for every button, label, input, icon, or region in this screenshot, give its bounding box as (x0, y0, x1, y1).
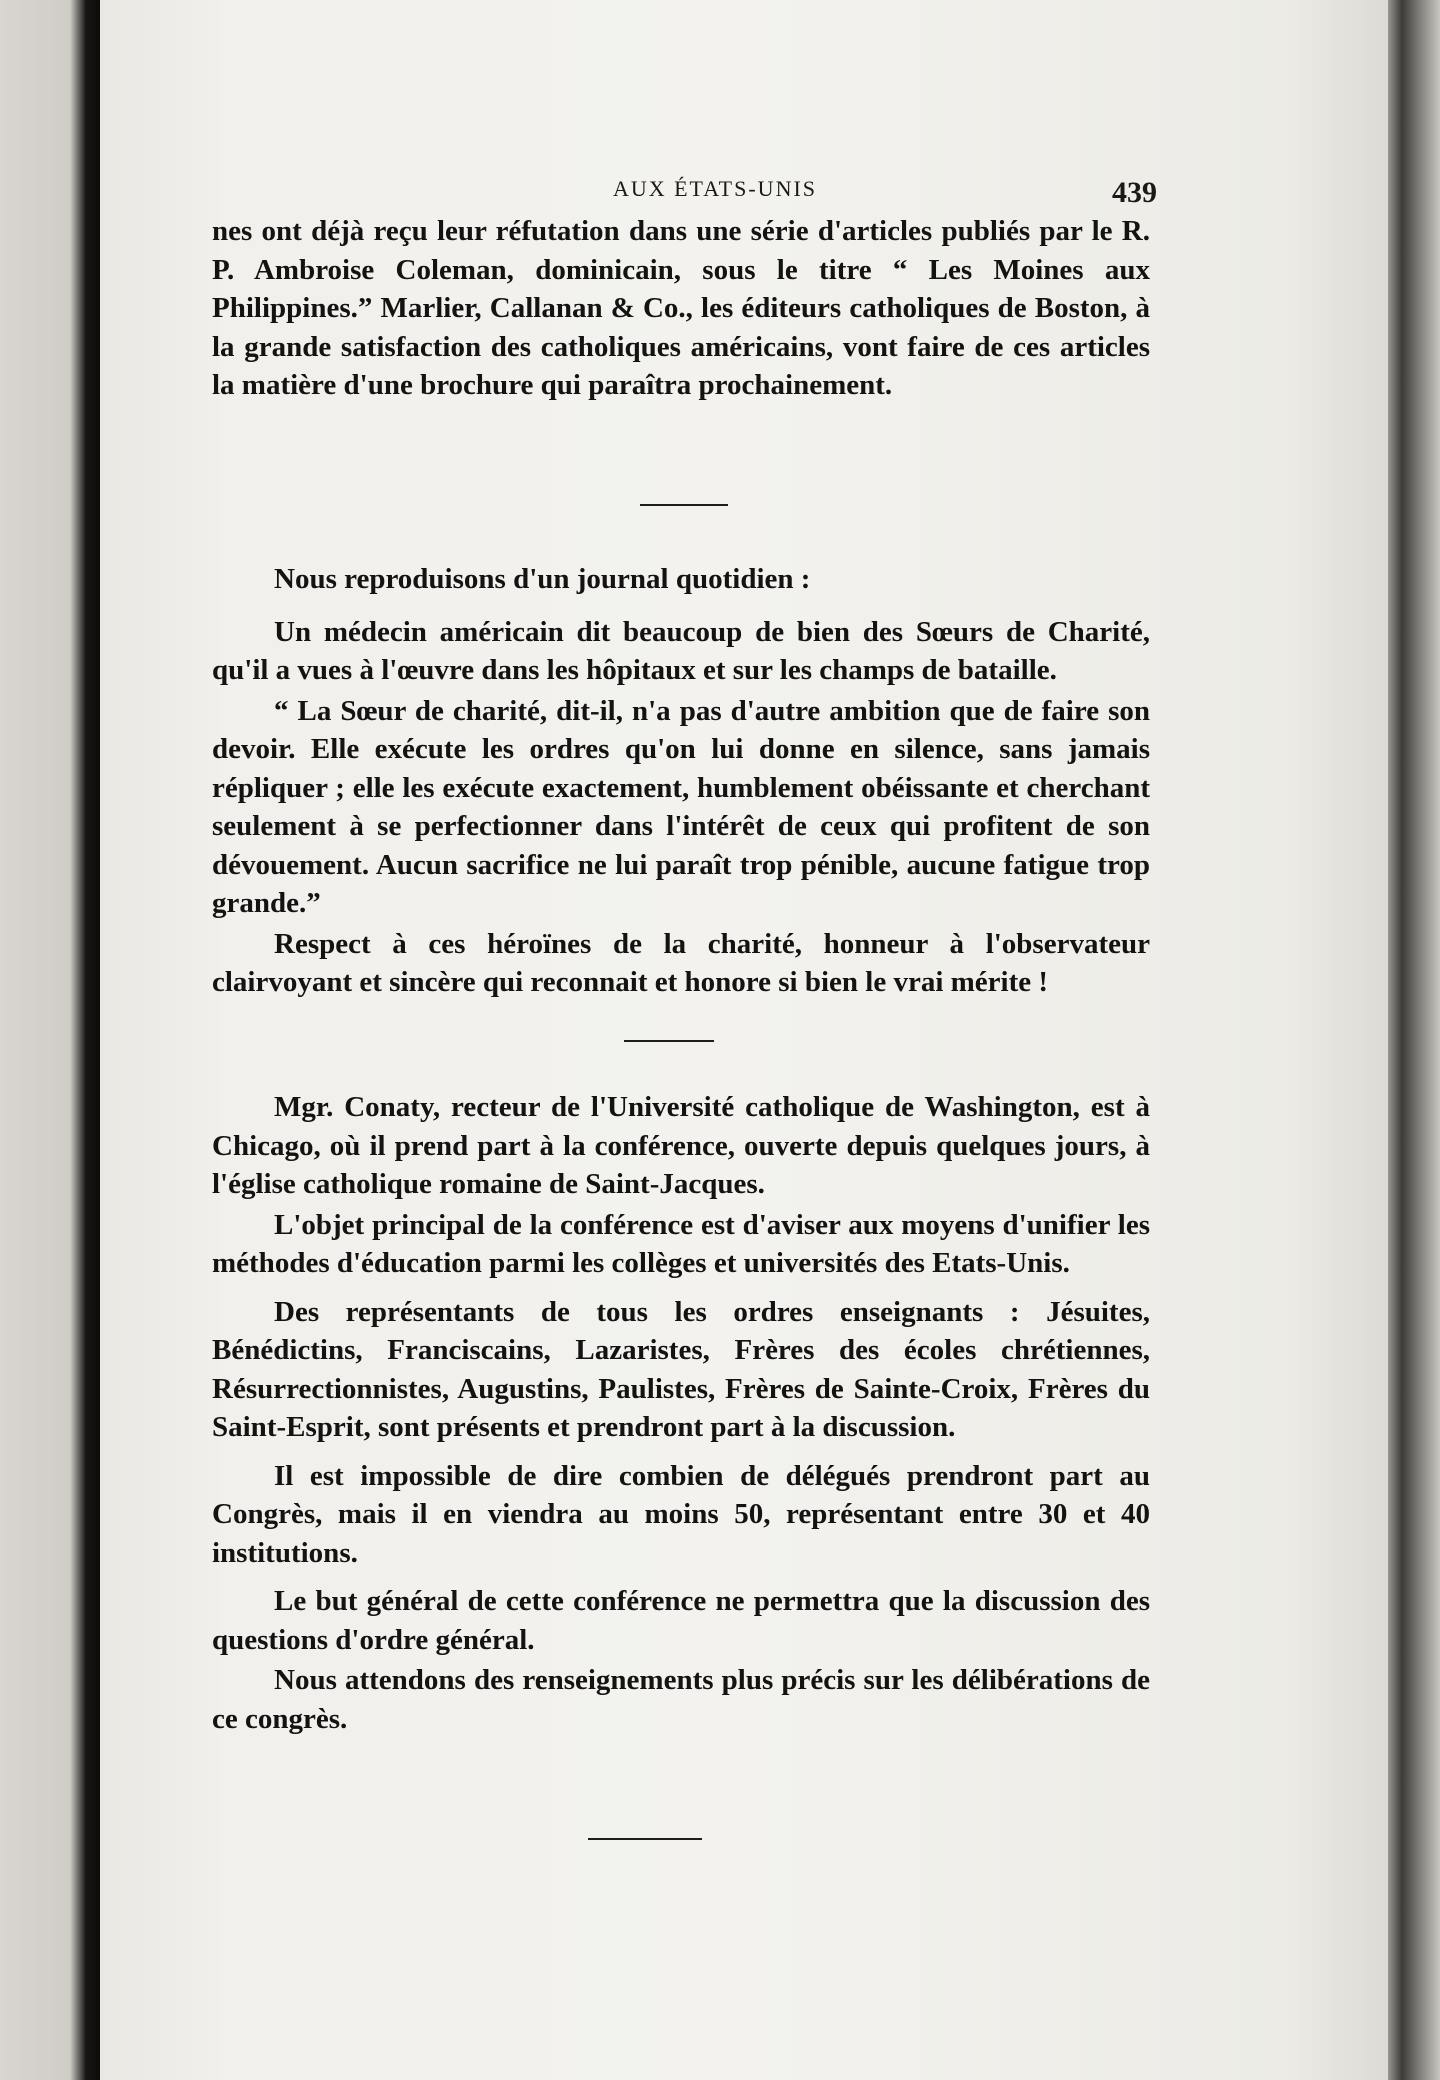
section-divider (624, 1040, 714, 1042)
running-title-text: AUX ÉTATS-UNIS (612, 176, 818, 201)
paragraph: Mgr. Conaty, recteur de l'Université catholique de Washington, est à Chicago, où il prend part à la conférence, ouverte depuis quelques jours, à l'église catholique romaine de Saint-Jacques. (212, 1091, 1150, 1200)
page-number: 439 (1112, 176, 1157, 209)
paragraph: Un médecin américain dit beaucoup de bien des Sœurs de Charité, qu'il a vues à l'œuvre dans les hôpitaux et sur les champs de bataille. (212, 615, 1150, 686)
facing-page-gutter (0, 0, 100, 2080)
running-title (0, 176, 1440, 202)
paragraph: L'objet principal de la conférence est d'aviser aux moyens d'unifier les méthodes d'éducation parmi les collèges et universités des Etats-Unis. (212, 1208, 1150, 1279)
text-block-2 (212, 560, 1150, 1002)
section-divider (640, 504, 728, 506)
paragraph: Respect à ces héroïnes de la charité, honneur à l'observateur clairvoyant et sincère qui reconnait et honore si bien le vrai mérite ! (212, 927, 1150, 998)
paragraph: Il est impossible de dire combien de délégués prendront part au Congrès, mais il en viendra au moins 50, représentant entre 30 et 40 institutions. (212, 1459, 1150, 1569)
paragraph: Des représentants de tous les ordres enseignants : Jésuites, Bénédictins, Franciscains, Lazaristes, Frères des écoles chrétiennes, Résurrectionnistes, Augustins, Paulistes, Frères de Sainte-Croix, Frères du Saint-Esprit, sont présents et prendront part à la discussion. (212, 1295, 1150, 1443)
paragraph: Nous reproduisons d'un journal quotidien : (274, 563, 811, 595)
paragraph: nes ont déjà reçu leur réfutation dans une série d'articles publiés par le R. P. Ambroise Coleman, dominicain, sous le titre “ Les Moines aux Philippines.” Marlier, Callanan & Co., les éditeurs catholiques de Boston, à la grande satisfaction des catholiques américains, vont faire de ces articles la matière d'une brochure qui paraîtra prochainement. (212, 215, 1150, 401)
quote-paragraph: “ La Sœur de charité, dit-il, n'a pas d'autre ambition que de faire son devoir. Elle exécute les ordres qu'on lui donne en silence, sans jamais répliquer ; elle les exécute exactement, humblement obéissante et cherchant seulement à se perfectionner dans l'intérêt de ceux qui profitent de son dévouement. Aucun sacrifice ne lui paraît trop pénible, aucune fatigue trop grande.” (212, 694, 1150, 919)
paragraph: Nous attendons des renseignements plus précis sur les délibérations de ce congrès. (212, 1664, 1150, 1735)
text-block-3 (212, 1088, 1150, 1738)
text-block-1 (212, 212, 1150, 405)
page-edge (1388, 0, 1440, 2080)
section-divider (588, 1838, 702, 1840)
paragraph: Le but général de cette conférence ne permettra que la discussion des questions d'ordre général. (212, 1585, 1150, 1656)
